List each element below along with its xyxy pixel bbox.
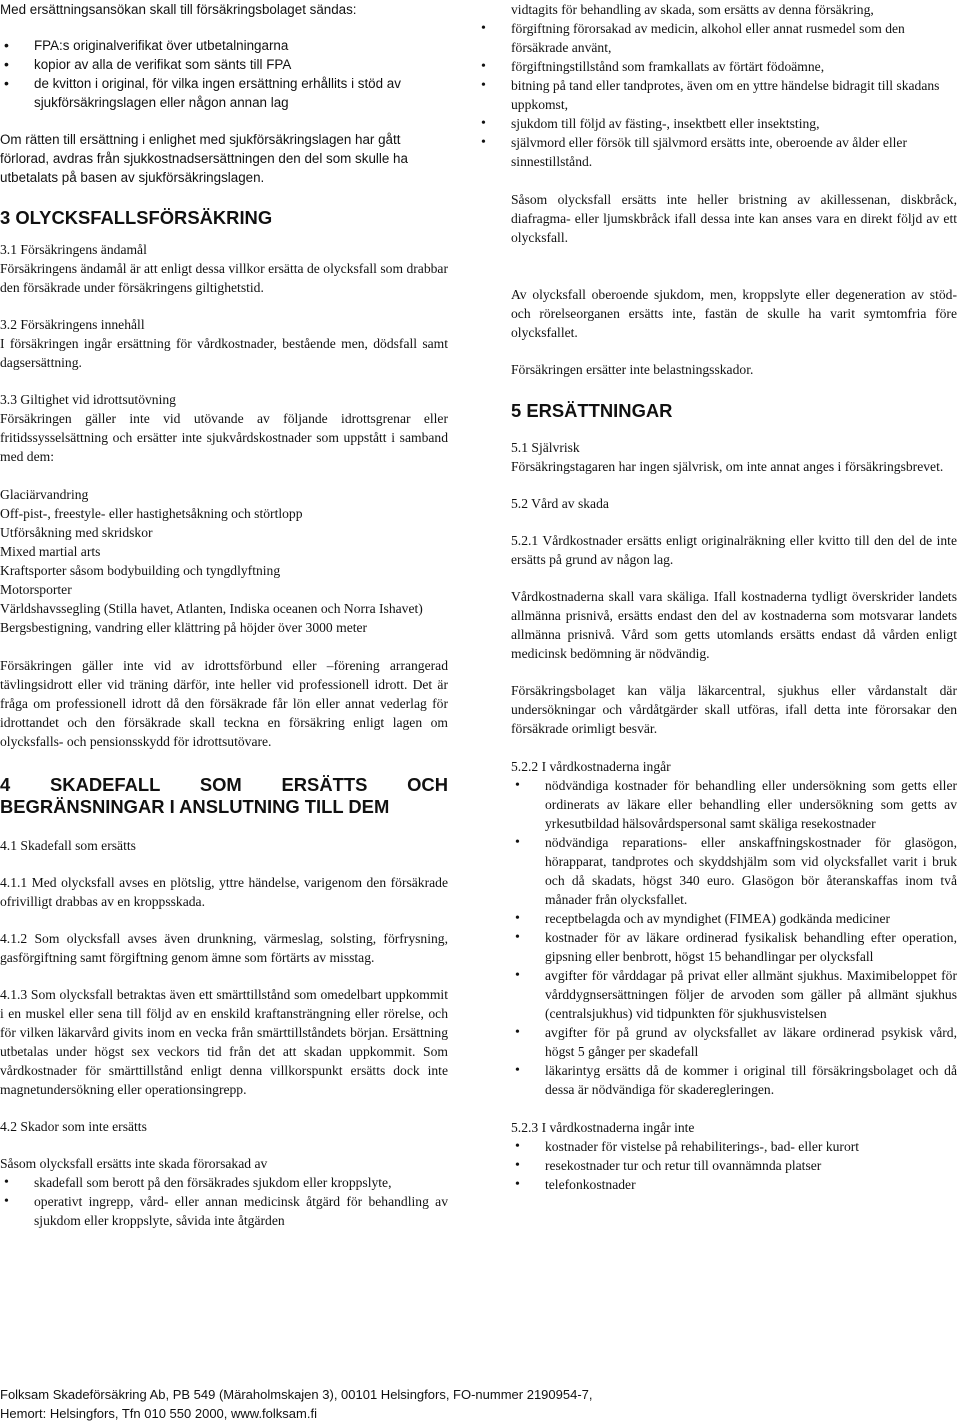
- s42-title: 4.2 Skador som inte ersätts: [0, 1119, 147, 1134]
- s523-title: 5.2.3 I vårdkostnaderna ingår inte: [511, 1120, 695, 1135]
- s413-paragraph: 4.1.3 Som olycksfall betraktas även ett smärttillstånd som omedelbart uppkommit i en muskel eller sena till följd av en enskild kraftansträngning eller rörelse, och för vilken läkarvård givits inom en vecka från smärttillståndets början. Ersättning utbetalas under högst sex veckors tid från det att skadan uppkommit. Som vårdkostnader för smärttillstånd enligt denna villkorspunkt ersätts dock inte magnetundersökning eller operationsingrepp.: [0, 987, 448, 1097]
- list-item: • bitning på tand eller tandprotes, även om en yttre händelse bidragit till skadans uppkomst,: [477, 76, 957, 114]
- s32-title: 3.2 Försäkringens innehåll: [0, 317, 145, 332]
- achilles-paragraph: Såsom olycksfall ersätts inte heller bristning av akillessenan, diskbråck, diafragma- eller ljumskbråck ifall dessa inte kan anses vara en direkt följd av ett olycksfall.: [511, 192, 957, 245]
- s33-text: Försäkringen gäller inte vid utövande av följande idrottsgrenar eller fritidssysselsättning och ersätter inte sjukvårdskostnader som uppstått i samband med dem:: [0, 411, 448, 464]
- sports-list: [0, 485, 448, 637]
- s51-text: Försäkringstagaren har ingen självrisk, om inte annat anges i försäkringsbrevet.: [511, 459, 944, 474]
- degeneration-paragraph: Av olycksfall oberoende sjukdom, men, kroppslyte eller degeneration av stöd- och rörelseorganen ersätts inte, fastän de skulle ha varit symtomfria före olycksfallet.: [511, 287, 957, 340]
- list-item: • läkarintyg ersätts då de kommer i original till försäkringsbolaget och då dessa är nödvändiga för skaderegleringen.: [511, 1061, 957, 1099]
- s52-title: 5.2 Vård av skada: [511, 496, 609, 511]
- s51-title: 5.1 Självrisk: [511, 440, 580, 455]
- s42-list: [0, 1173, 448, 1230]
- section-5-heading: 5 ERSÄTTNINGAR: [511, 400, 673, 421]
- page-footer: [0, 1385, 960, 1423]
- list-item: • kostnader för av läkare ordinerad fysikalisk behandling efter operation, gipsning eller benbrott, högst 15 behandlingar per olycksfall: [511, 928, 957, 966]
- list-item: • telefonkostnader: [511, 1175, 957, 1194]
- s33-title: 3.3 Giltighet vid idrottsutövning: [0, 392, 176, 407]
- excluded-list: [477, 0, 957, 171]
- list-item: Världshavssegling (Stilla havet, Atlanten, Indiska oceanen och Norra Ishavet): [0, 601, 423, 616]
- club-paragraph: Försäkringen gäller inte vid av idrottsförbund eller –förening arrangerad tävlingsidrott eller vid träning därför, inte heller vid professionell idrott. Det är fråga om professionell idrott då den försäkrade får lön eller annat vederlag för idrottandet och den försäkrade skall teckna en försäkring enligt lagen om olycksfalls- och pensionsskydd för idrottsutövare.: [0, 658, 448, 749]
- right-column: [511, 0, 957, 1194]
- list-item: • förgiftning förorsakad av medicin, alkohol eller annat rusmedel som den försäkrade använt,: [477, 19, 957, 57]
- send-intro: Med ersättningsansökan skall till försäkringsbolaget sändas:: [0, 2, 357, 17]
- list-item: • sjukdom till följd av fästing-, insektbett eller insektsting,: [477, 114, 957, 133]
- list-item: Kraftsporter såsom bodybuilding och tyngdlyftning: [0, 563, 281, 578]
- list-item: • självmord eller försök till självmord ersätts inte, oberoende av ålder eller sinnestillstånd.: [477, 133, 957, 171]
- list-item-continued: vidtagits för behandling av skada, som ersätts av denna försäkring,: [511, 2, 874, 17]
- s31-title: 3.1 Försäkringens ändamål: [0, 242, 147, 257]
- list-item: Motorsporter: [0, 582, 72, 597]
- s522-title: 5.2.2 I vårdkostnaderna ingår: [511, 759, 671, 774]
- list-item: Bergsbestigning, vandring eller klättring på höjder över 3000 meter: [0, 620, 368, 635]
- s411-paragraph: 4.1.1 Med olycksfall avses en plötslig, yttre händelse, varigenom den försäkrade ofrivilligt drabbas av en kroppsskada.: [0, 875, 448, 909]
- list-item: Glaciärvandring: [0, 487, 89, 502]
- left-column: [0, 0, 448, 1230]
- lost-right-paragraph: Om rätten till ersättning i enlighet med sjukförsäkringslagen har gått förlorad, avdras från sjukkostnadsersättningen den del som skulle ha utbetalats på basen av sjukförsäkringslagen.: [0, 132, 408, 185]
- choose-paragraph: Försäkringsbolaget kan välja läkarcentral, sjukhus eller vårdanstalt där undersökningar och vårdåtgärder skall utföras, ifall detta inte förorsakar den försäkrade orimligt besvär.: [511, 683, 957, 736]
- list-item: • kopior av alla de verifikat som sänts till FPA: [0, 55, 448, 74]
- list-item: • avgifter för vårddagar på privat eller allmänt sjukhus. Maximibeloppet för vårddygnsersättningen följer de arvoden som gäller på allmänt sjukhus (centralsjukhus) vid tidpunkten för sjukhusvistelsen: [511, 966, 957, 1023]
- section-3-heading: 3 OLYCKSFALLSFÖRSÄKRING: [0, 207, 273, 228]
- s41-title: 4.1 Skadefall som ersätts: [0, 838, 136, 853]
- s523-list: [511, 1137, 957, 1194]
- footer-line-2: Hemort: Helsingfors, Tfn 010 550 2000, www.folksam.fi: [0, 1406, 317, 1421]
- list-item: Off-pist-, freestyle- eller hastighetsåkning och störtlopp: [0, 506, 303, 521]
- footer-line-1: Folksam Skadeförsäkring Ab, PB 549 (Märaholmskajen 3), 00101 Helsingfors, FO-nummer 2190954-7,: [0, 1387, 593, 1402]
- list-item: • resekostnader tur och retur till ovannämnda platser: [511, 1156, 957, 1175]
- list-item: • nödvändiga reparations- eller anskaffningskostnader för glasögon, hörapparat, tandprotes och skyddshjälm som vid olycksfallet varit i bruk och då skadats, högst 340 euro. Glasögon bör återanskaffas inom två månader från olycksfallet.: [511, 833, 957, 909]
- list-item: • operativt ingrepp, vård- eller annan medicinsk åtgärd för behandling av sjukdom eller kroppslyte, såvida inte åtgärden: [0, 1192, 448, 1230]
- strain-paragraph: Försäkringen ersätter inte belastningsskador.: [511, 362, 754, 377]
- send-list: [0, 36, 448, 112]
- list-item: Mixed martial arts: [0, 544, 101, 559]
- list-item: • kostnader för vistelse på rehabiliterings-, bad- eller kurort: [511, 1137, 957, 1156]
- list-item: • FPA:s originalverifikat över utbetalningarna: [0, 36, 448, 55]
- list-item: • receptbelagda och av myndighet (FIMEA) godkända mediciner: [511, 909, 957, 928]
- s412-paragraph: 4.1.2 Som olycksfall avses även drunkning, värmeslag, solsting, förfrysning, gasförgiftning samt förgiftning genom ämne som förtärts av misstag.: [0, 931, 448, 965]
- list-item: • avgifter för på grund av olycksfallet av läkare ordinerad psykisk vård, högst 5 gånger per skadefall: [511, 1023, 957, 1061]
- list-item: • de kvitton i original, för vilka ingen ersättning erhållits i stöd av sjukförsäkringslagen eller någon annan lag: [0, 74, 448, 112]
- list-item: • nödvändiga kostnader för behandling eller undersökning som getts eller ordinerats av läkare eller behandling eller undersökning som getts av yrkesutbildad hälsovårdspersonal samt skäliga resekostnader: [511, 776, 957, 833]
- list-item: • skadefall som berott på den försäkrades sjukdom eller kroppslyte,: [0, 1173, 448, 1192]
- s32-text: I försäkringen ingår ersättning för vårdkostnader, bestående men, dödsfall samt dagsersättning.: [0, 336, 448, 370]
- s42-intro: Såsom olycksfall ersätts inte skada förorsakad av: [0, 1156, 268, 1171]
- list-item: • förgiftningstillstånd som framkallats av förtärt födoämne,: [477, 57, 957, 76]
- s521-paragraph: 5.2.1 Vårdkostnader ersätts enligt originalräkning eller kvitto till den del de inte ersätts på grund av någon lag.: [511, 533, 957, 567]
- section-4-heading: 4 SKADEFALL SOM ERSÄTTS OCH BEGRÄNSNINGAR I ANSLUTNING TILL DEM: [0, 774, 448, 817]
- list-item: Utförsåkning med skridskor: [0, 525, 153, 540]
- s31-text: Försäkringens ändamål är att enligt dessa villkor ersätta de olycksfall som drabbar den försäkrade under försäkringens giltighetstid.: [0, 261, 448, 295]
- s522-list: [511, 776, 957, 1099]
- reasonable-paragraph: Vårdkostnaderna skall vara skäliga. Ifall kostnaderna tydligt överskrider landets allmänna prisnivå, ersätts endast den del av kostnaderna som motsvarar landets allmänna prisnivå. Vård som getts utomlands ersätts endast då vården enligt medicinsk bedömning är nödvändig.: [511, 589, 957, 661]
